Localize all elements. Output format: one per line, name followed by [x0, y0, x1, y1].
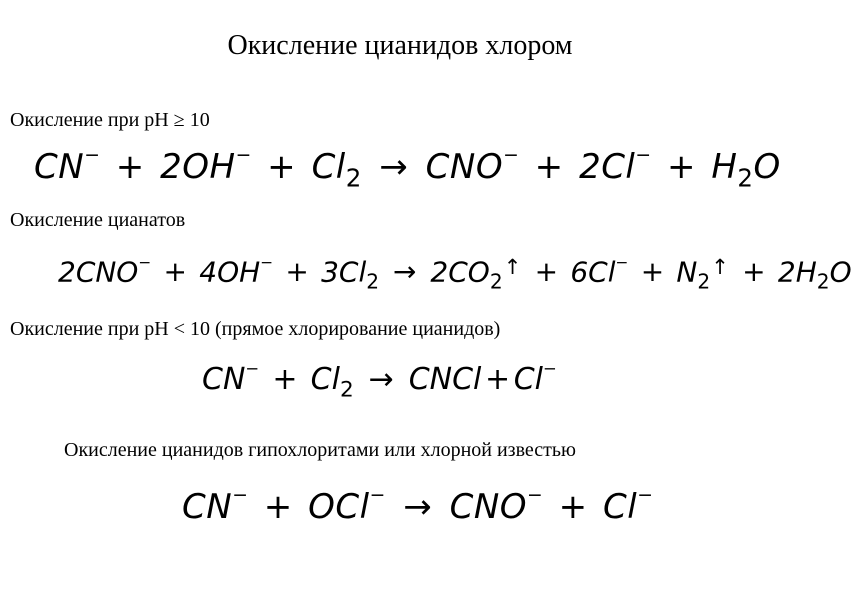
section-heading-ph-below-10: Окисление при pH < 10 (прямое хлорирование цианидов): [10, 318, 501, 340]
eq-term: O: [829, 255, 852, 289]
eq-term: 2Cl: [579, 147, 636, 187]
eq-term: 3Cl: [321, 255, 367, 289]
eq-charge: −: [543, 359, 557, 379]
eq-term: Cl: [603, 487, 638, 527]
eq-term: CNCl: [408, 362, 482, 397]
eq-charge: −: [260, 253, 274, 272]
eq-term: 2H: [777, 255, 817, 289]
eq-subscript: 2: [816, 269, 830, 294]
eq-term: 6Cl: [570, 255, 616, 289]
eq-charge: −: [138, 253, 152, 272]
eq-term: CNO: [425, 147, 504, 187]
eq-charge: −: [369, 485, 386, 507]
gas-evolution-arrow-icon: ↑: [503, 255, 522, 279]
eq-operator: +: [666, 147, 696, 187]
section-heading-ph-above-10: Окисление при pH ≥ 10: [10, 109, 210, 131]
eq-operator: +: [484, 362, 511, 397]
eq-operator: +: [742, 255, 766, 289]
eq-charge: −: [232, 485, 249, 507]
eq-operator: +: [272, 362, 298, 397]
eq-operator: +: [640, 255, 665, 289]
eq-term: O: [753, 147, 781, 187]
eq-charge: −: [527, 485, 544, 507]
eq-term: OCl: [308, 487, 370, 527]
eq-subscript: 2: [345, 163, 362, 193]
eq-term: Cl: [311, 147, 346, 187]
eq-term: N: [676, 255, 698, 289]
eq-subscript: 2: [737, 163, 754, 193]
eq-operator: +: [558, 487, 588, 527]
eq-charge: −: [235, 145, 252, 167]
reaction-arrow: →: [368, 362, 394, 397]
eq-subscript: 2: [489, 269, 503, 294]
eq-subscript: 2: [339, 377, 354, 403]
eq-operator: +: [163, 255, 187, 289]
eq-operator: +: [267, 147, 297, 187]
eq-charge: −: [615, 253, 629, 272]
eq-term: H: [711, 147, 738, 187]
eq-subscript: 2: [697, 269, 711, 294]
eq-term: 2CNO: [58, 255, 139, 289]
equation-cyanate-oxidation: [58, 253, 852, 294]
eq-operator: +: [263, 487, 293, 527]
section-heading-hypochlorite-oxidation: Окисление цианидов гипохлоритами или хлорной известью: [64, 439, 576, 461]
reaction-arrow: →: [379, 147, 409, 187]
eq-term: 2OH: [160, 147, 236, 187]
eq-operator: +: [115, 147, 145, 187]
eq-term: Cl: [513, 362, 543, 397]
gas-evolution-arrow-icon: ↑: [711, 255, 729, 279]
equation-hypochlorite-oxidation: [182, 485, 654, 527]
eq-operator: +: [534, 147, 564, 187]
eq-charge: −: [635, 145, 652, 167]
eq-subscript: 2: [366, 269, 380, 294]
reaction-arrow: →: [393, 255, 417, 289]
page-title: Окисление цианидов хлором: [227, 30, 573, 61]
section-heading-cyanate-oxidation: Окисление цианатов: [10, 209, 186, 231]
eq-charge: −: [503, 145, 520, 167]
eq-term: CN: [182, 487, 233, 527]
eq-term: 4OH: [199, 255, 261, 289]
equation-direct-chlorination: [202, 359, 557, 403]
eq-charge: −: [245, 359, 260, 379]
eq-term: Cl: [310, 362, 340, 397]
eq-operator: +: [285, 255, 309, 289]
eq-term: CN: [34, 147, 85, 187]
eq-charge: −: [637, 485, 654, 507]
reaction-arrow: →: [403, 487, 433, 527]
eq-operator: +: [534, 255, 559, 289]
eq-term: CNO: [449, 487, 528, 527]
eq-term: 2CO: [430, 255, 490, 289]
eq-term: CN: [202, 362, 246, 397]
eq-charge: −: [84, 145, 101, 167]
equation-cyanide-oxidation-alkaline: [34, 145, 781, 193]
